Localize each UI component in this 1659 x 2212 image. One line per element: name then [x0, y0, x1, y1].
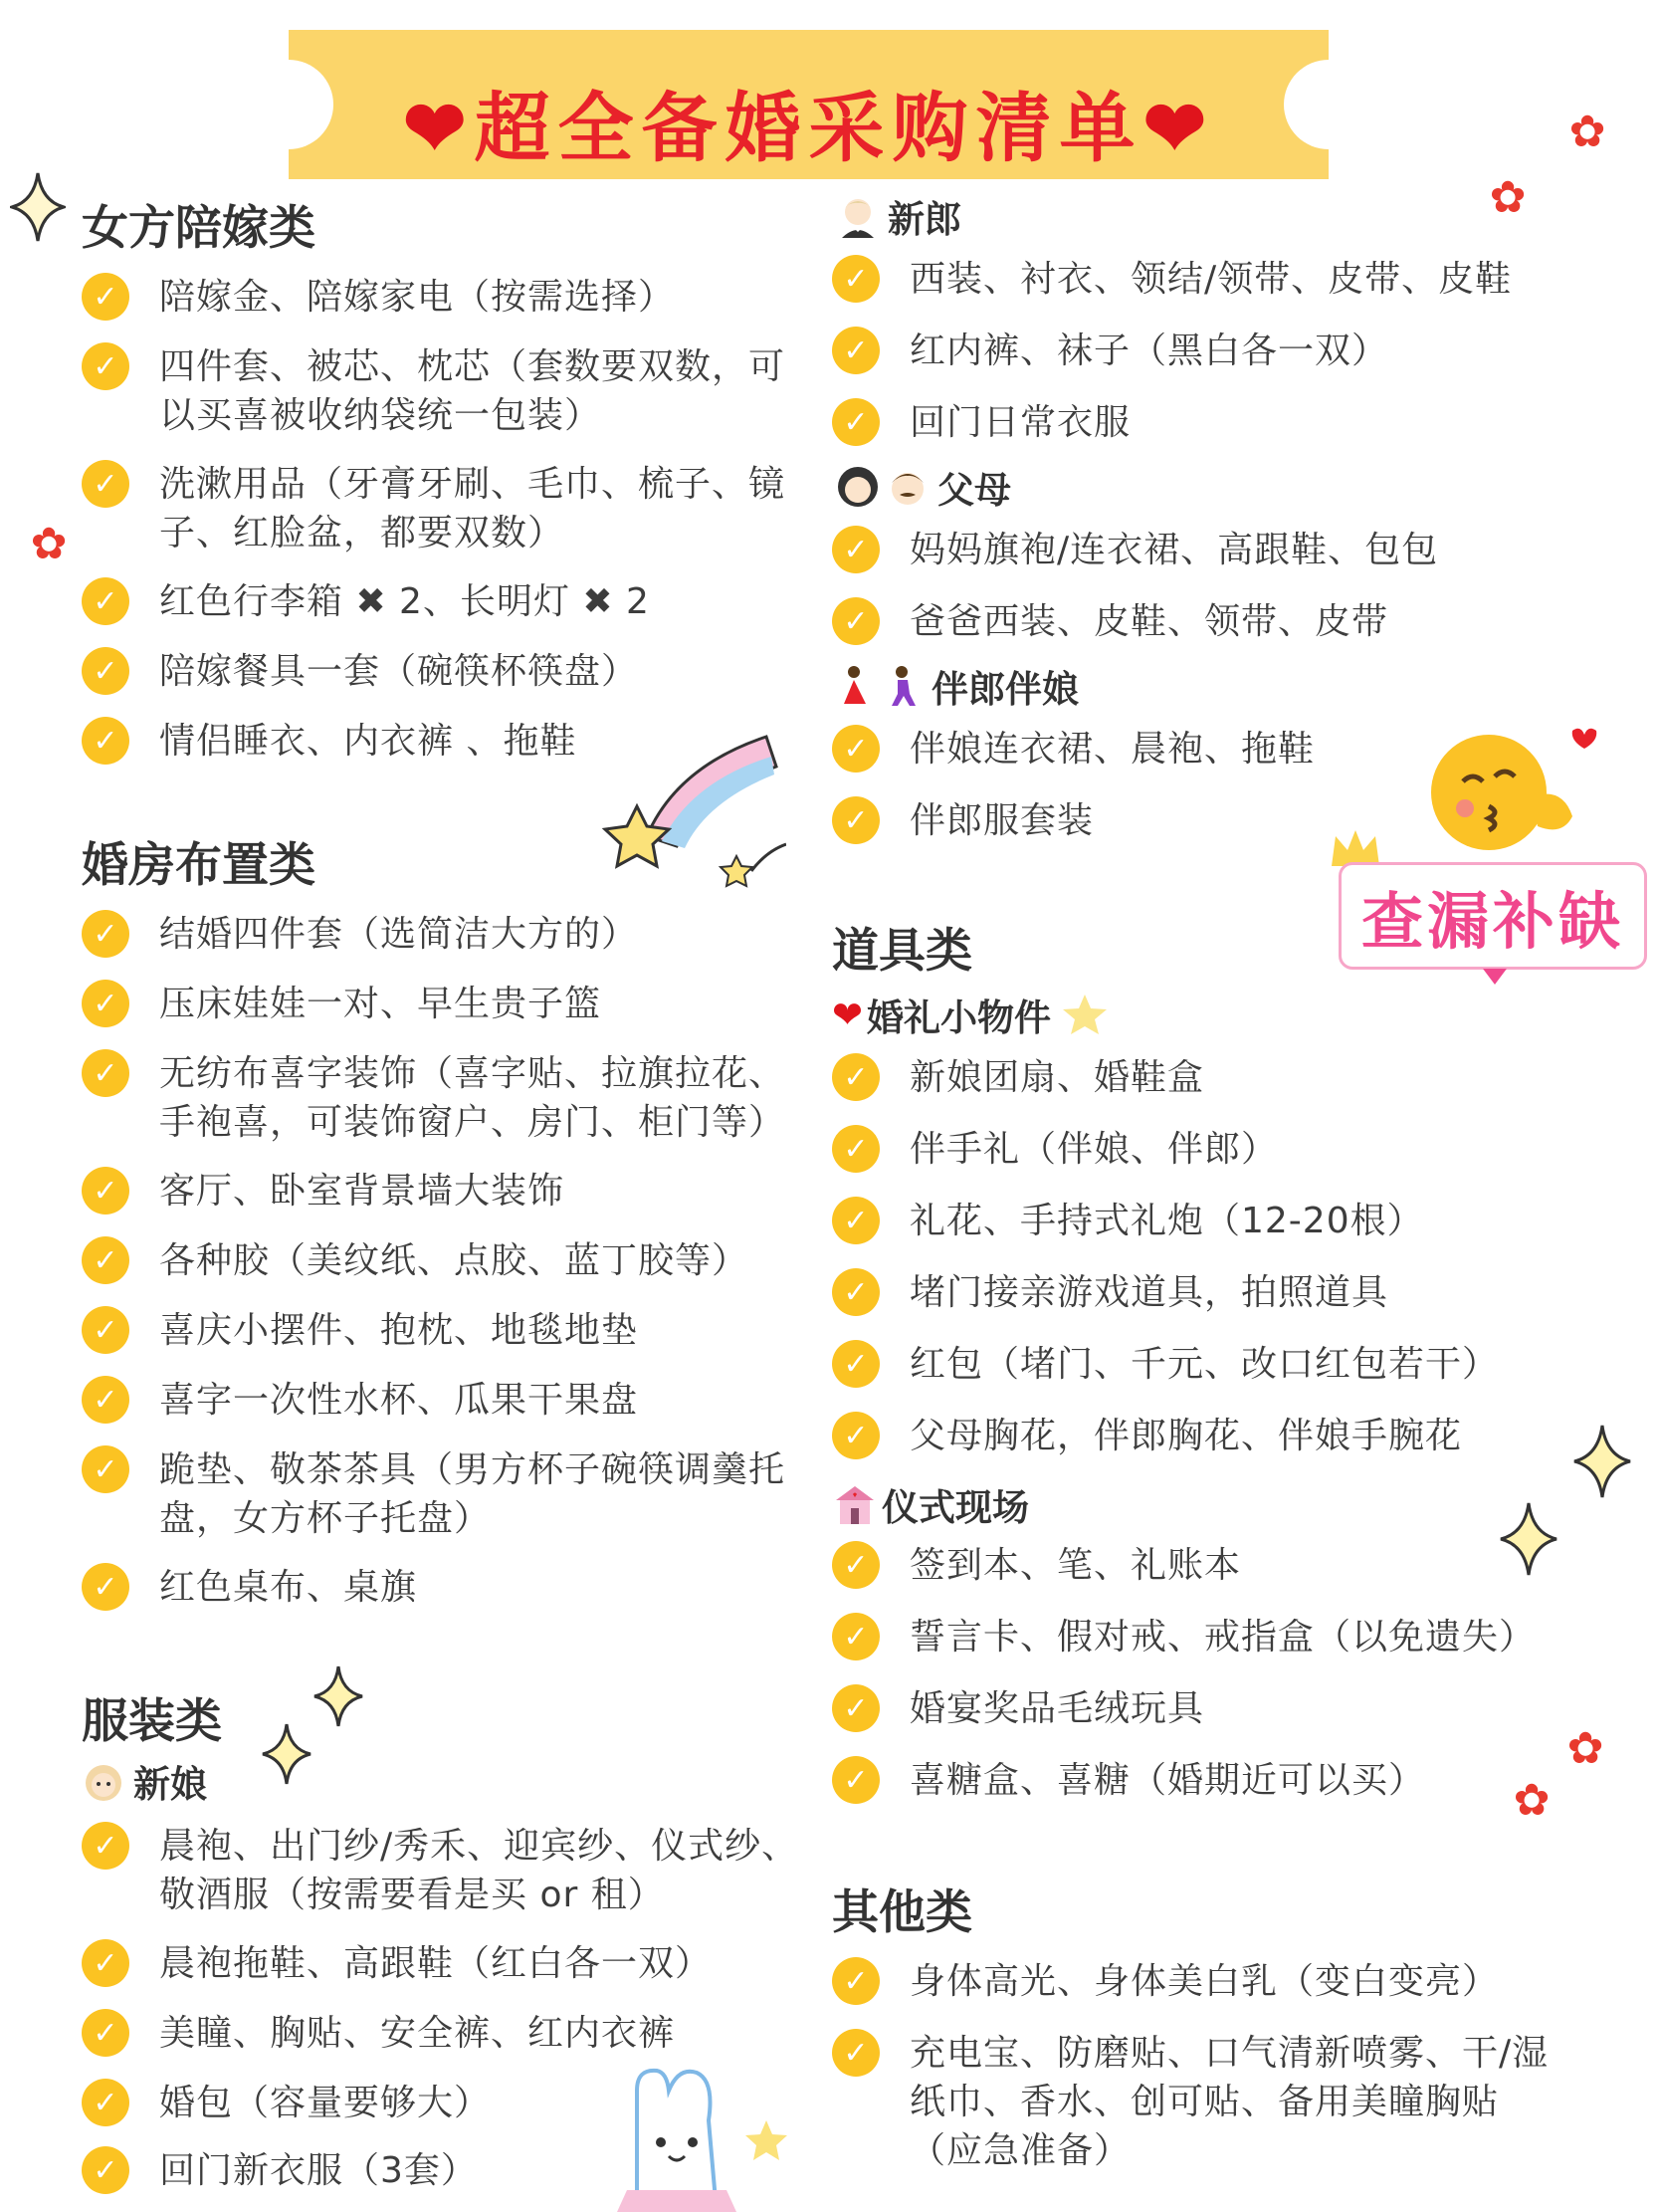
list-item — [832, 1412, 1462, 1460]
check-icon: ✓ — [82, 273, 129, 321]
list-item — [82, 2009, 675, 2058]
list-item — [82, 1939, 712, 1988]
check-icon: ✓ — [832, 1541, 880, 1589]
check-icon: ✓ — [832, 1684, 880, 1732]
item-text: 无纺布喜字装饰（喜字贴、拉旗拉花、 手袍喜，可装饰窗户、房门、柜门等） — [159, 1053, 786, 1143]
subsection-title-wedding-party — [832, 659, 1079, 713]
list-item — [832, 1613, 1536, 1661]
list-item — [832, 1197, 1424, 1245]
item-text: 新娘团扇、婚鞋盒 — [910, 1057, 1205, 1098]
check-icon: ✓ — [82, 2146, 129, 2194]
list-item — [832, 1340, 1499, 1389]
item-text: 誓言卡、假对戒、戒指盒（以免遗失） — [910, 1617, 1537, 1658]
list-item — [832, 1125, 1278, 1174]
check-icon: ✓ — [82, 460, 129, 508]
heart-icon: ❤ — [1142, 84, 1215, 172]
item-text: 伴娘连衣裙、晨袍、拖鞋 — [910, 729, 1316, 770]
list-item — [832, 255, 1512, 304]
item-text: 红色行李箱 ✖ 2、长明灯 ✖ 2 — [159, 581, 650, 622]
check-icon: ✓ — [82, 1236, 129, 1284]
list-item — [82, 1445, 785, 1543]
item-text: 伴郎服套装 — [910, 800, 1095, 841]
badge-text: 查漏补缺 — [1360, 884, 1624, 958]
list-item — [82, 1306, 638, 1355]
item-text: 红包（堵门、千元、改口红包若干） — [910, 1344, 1500, 1385]
item-text: 喜字一次性水杯、瓜果干果盘 — [159, 1380, 639, 1421]
check-icon: ✓ — [832, 255, 880, 303]
section-title-props: 道具类 — [832, 924, 972, 979]
check-icon: ✓ — [832, 1613, 880, 1660]
section-title-other: 其他类 — [832, 1885, 972, 1940]
check-icon: ✓ — [82, 1822, 129, 1870]
check-icon: ✓ — [82, 1306, 129, 1354]
dancer-icon — [832, 664, 876, 708]
title-banner — [289, 30, 1329, 179]
list-item — [832, 1268, 1388, 1317]
list-item — [832, 796, 1094, 845]
item-text: 婚宴奖品毛绒玩具 — [910, 1688, 1205, 1729]
sparkle-outline-icon — [10, 171, 66, 243]
check-icon: ✓ — [82, 1376, 129, 1424]
subsection-title-text: 婚礼小物件 — [867, 996, 1052, 1039]
item-text: 陪嫁餐具一套（碗筷杯筷盘） — [159, 651, 639, 692]
check-icon: ✓ — [82, 1167, 129, 1215]
subsection-title-parents — [836, 460, 1011, 514]
sparkle-outline-icon — [1499, 1501, 1558, 1577]
item-text: 礼花、手持式礼炮（12-20根） — [910, 1201, 1424, 1241]
flower-icon: ✿ — [1568, 107, 1606, 157]
item-text: 西装、衬衣、领结/领带、皮带、皮鞋 — [910, 259, 1513, 300]
list-item — [82, 1167, 564, 1216]
list-item — [82, 273, 675, 322]
item-text: 四件套、被芯、枕芯（套数要双数，可 以买喜被收纳袋统一包装） — [159, 346, 786, 436]
check-icon: ✓ — [832, 1053, 880, 1101]
list-item — [832, 1756, 1425, 1805]
check-icon: ✓ — [832, 796, 880, 844]
item-text: 喜糖盒、喜糖（婚期近可以买） — [910, 1760, 1426, 1801]
father-icon — [886, 465, 930, 509]
item-text: 回门新衣服（3套） — [159, 2150, 478, 2191]
item-text: 情侣睡衣、内衣裤 、拖鞋 — [159, 721, 577, 762]
item-text: 美瞳、胸贴、安全裤、红内衣裤 — [159, 2013, 676, 2054]
list-item — [82, 2146, 478, 2195]
check-icon: ✓ — [832, 398, 880, 446]
item-text: 喜庆小摆件、抱枕、地毯地垫 — [159, 1310, 639, 1351]
item-text: 红内裤、袜子（黑白各一双） — [910, 331, 1389, 371]
check-icon: ✓ — [832, 1756, 880, 1804]
list-item — [82, 647, 638, 696]
subsection-title-groom — [836, 189, 961, 243]
subsection-title-text: 仪式现场 — [882, 1486, 1029, 1529]
flower-icon: ✿ — [30, 519, 68, 569]
list-item — [82, 460, 785, 557]
check-icon: ✓ — [832, 1957, 880, 2005]
bride-icon — [82, 1759, 125, 1803]
check-icon: ✓ — [832, 1268, 880, 1316]
check-icon: ✓ — [832, 1412, 880, 1459]
item-text: 晨袍、出门纱/秀禾、迎宾纱、仪式纱、 敬酒服（按需要看是买 or 租） — [159, 1826, 799, 1915]
item-text: 婚包（容量要够大） — [159, 2083, 492, 2123]
list-item — [82, 342, 785, 440]
item-text: 陪嫁金、陪嫁家电（按需选择） — [159, 277, 676, 318]
list-item — [82, 1049, 785, 1147]
list-item — [82, 2079, 491, 2127]
item-text: 堵门接亲游戏道具，拍照道具 — [910, 1272, 1389, 1313]
list-item — [82, 910, 638, 959]
bunny-doodle-icon — [597, 2061, 836, 2212]
item-text: 回门日常衣服 — [910, 402, 1132, 443]
item-text: 充电宝、防磨贴、口气清新喷雾、干/湿 纸巾、香水、创可贴、备用美瞳胸贴 （应急准备） — [910, 2033, 1550, 2171]
check-gaps-badge — [1339, 862, 1647, 970]
list-item — [82, 980, 601, 1028]
check-icon: ✓ — [832, 2029, 880, 2077]
dancer-man-icon — [880, 664, 924, 708]
item-text: 爸爸西装、皮鞋、领带、皮带 — [910, 601, 1389, 642]
item-text: 红色桌布、桌旗 — [159, 1567, 418, 1608]
list-item — [82, 1376, 638, 1425]
list-item — [82, 577, 650, 626]
list-item — [832, 526, 1438, 574]
sparkle-outline-icon — [1572, 1424, 1632, 1499]
list-item — [832, 327, 1388, 375]
list-item — [82, 717, 576, 766]
check-icon: ✓ — [82, 717, 129, 765]
shooting-star-icon — [587, 727, 786, 906]
heart-icon: ❤ — [402, 84, 475, 172]
check-icon: ✓ — [82, 1939, 129, 1987]
check-icon: ✓ — [82, 910, 129, 958]
list-item — [832, 597, 1388, 646]
page-title — [289, 68, 1329, 176]
item-text: 身体高光、身体美白乳（变白变亮） — [910, 1961, 1500, 2002]
check-icon: ✓ — [82, 1049, 129, 1097]
check-icon: ✓ — [82, 577, 129, 625]
item-text: 压床娃娃一对、早生贵子篮 — [159, 984, 602, 1024]
item-text: 妈妈旗袍/连衣裙、高跟鞋、包包 — [910, 530, 1439, 570]
item-text: 结婚四件套（选简洁大方的） — [159, 914, 639, 955]
mother-icon — [836, 465, 880, 509]
item-text: 签到本、笔、礼账本 — [910, 1545, 1242, 1586]
list-item — [82, 1822, 798, 1919]
check-icon: ✓ — [832, 1197, 880, 1244]
list-item — [832, 1684, 1204, 1733]
sparkle-outline-icon — [312, 1664, 364, 1728]
subsection-title-text: 新娘 — [133, 1763, 207, 1806]
list-item — [832, 725, 1315, 774]
section-title-dowry: 女方陪嫁类 — [82, 201, 315, 256]
check-icon: ✓ — [832, 725, 880, 773]
list-item — [832, 1541, 1241, 1590]
flower-icon: ✿ — [1489, 172, 1527, 223]
heart-icon: ❤ — [832, 993, 864, 1036]
sparkle-outline-icon — [261, 1722, 312, 1786]
item-text: 各种胶（美纹纸、点胶、蓝丁胶等） — [159, 1240, 749, 1281]
star-icon — [1061, 993, 1109, 1036]
check-icon: ✓ — [82, 980, 129, 1027]
check-icon: ✓ — [82, 647, 129, 695]
check-icon: ✓ — [82, 1563, 129, 1611]
subsection-title-text: 父母 — [937, 469, 1011, 512]
list-item — [832, 1053, 1204, 1102]
subsection-title-text: 新郎 — [888, 198, 961, 241]
wedding-chapel-icon — [832, 1482, 878, 1526]
list-item — [82, 1236, 748, 1285]
check-icon: ✓ — [832, 1340, 880, 1388]
item-text: 洗漱用品（牙膏牙刷、毛巾、梳子、镜 子、红脸盆，都要双数） — [159, 464, 786, 553]
subsection-title-small-items — [832, 988, 1109, 1041]
list-item — [832, 1957, 1499, 2006]
page-title-text: 超全备婚采购清单 — [474, 84, 1143, 172]
check-icon: ✓ — [832, 526, 880, 573]
check-icon: ✓ — [82, 2009, 129, 2057]
flower-icon: ✿ — [1566, 1723, 1604, 1774]
list-item — [832, 2029, 1549, 2175]
subsection-title-bride — [82, 1754, 207, 1808]
check-icon: ✓ — [832, 327, 880, 374]
item-text: 客厅、卧室背景墙大装饰 — [159, 1171, 565, 1212]
kissing-face-icon — [1423, 727, 1602, 856]
item-text: 父母胸花，伴郎胸花、伴娘手腕花 — [910, 1416, 1463, 1456]
check-icon: ✓ — [82, 342, 129, 390]
groom-icon — [836, 194, 880, 238]
subsection-title-text: 伴郎伴娘 — [932, 668, 1079, 711]
item-text: 晨袍拖鞋、高跟鞋（红白各一双） — [159, 1943, 713, 1984]
flower-icon: ✿ — [1513, 1775, 1551, 1826]
check-icon: ✓ — [82, 1445, 129, 1493]
subsection-title-ceremony — [832, 1477, 1029, 1531]
list-item — [82, 1563, 417, 1612]
check-icon: ✓ — [82, 2079, 129, 2126]
item-text: 跪垫、敬茶茶具（男方杯子碗筷调羹托 盘，女方杯子托盘） — [159, 1449, 786, 1539]
section-title-wedding-room: 婚房布置类 — [82, 838, 315, 893]
item-text: 伴手礼（伴娘、伴郎） — [910, 1129, 1279, 1170]
list-item — [832, 398, 1131, 447]
section-title-clothing: 服装类 — [82, 1694, 222, 1749]
check-icon: ✓ — [832, 597, 880, 645]
check-icon: ✓ — [832, 1125, 880, 1173]
